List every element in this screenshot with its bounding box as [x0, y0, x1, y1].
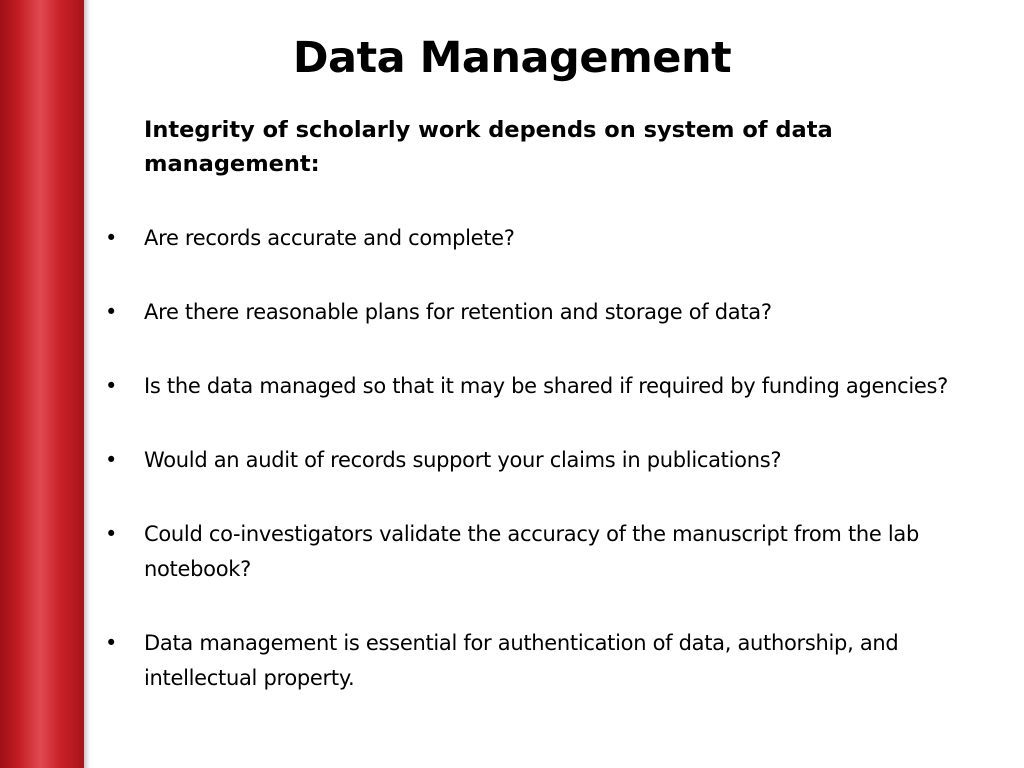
bullet-item: [96, 221, 1012, 256]
bullet-text: Are there reasonable plans for retention and storage of data?: [144, 300, 772, 324]
bullet-list: [96, 221, 1012, 696]
bullet-icon: •: [105, 226, 118, 250]
bullet-item: [96, 443, 1012, 478]
slide-content: [96, 113, 1012, 735]
intro-text: Integrity of scholarly work depends on system of data management:: [144, 117, 833, 177]
bullet-text: Is the data managed so that it may be shared if required by funding agencies?: [144, 374, 948, 398]
bullet-item: [96, 626, 1012, 696]
bullet-item: [96, 369, 1012, 404]
bullet-item: [96, 517, 1012, 587]
slide-title: Data Management: [292, 33, 732, 83]
bullet-item: [96, 295, 1012, 330]
bullet-text: Are records accurate and complete?: [144, 226, 515, 250]
bullet-text: Could co-investigators validate the accuracy of the manuscript from the lab notebook?: [144, 522, 920, 581]
red-side-bar: [0, 0, 84, 768]
bullet-text: Would an audit of records support your claims in publications?: [144, 448, 782, 472]
bullet-icon: •: [105, 300, 118, 324]
side-bar-shadow: [84, 0, 90, 768]
bullet-icon: •: [105, 448, 118, 472]
bullet-text: Data management is essential for authentication of data, authorship, and intellectual property.: [144, 631, 899, 690]
bullet-icon: •: [105, 374, 118, 398]
bullet-icon: •: [105, 522, 118, 546]
bullet-icon: •: [105, 631, 118, 655]
